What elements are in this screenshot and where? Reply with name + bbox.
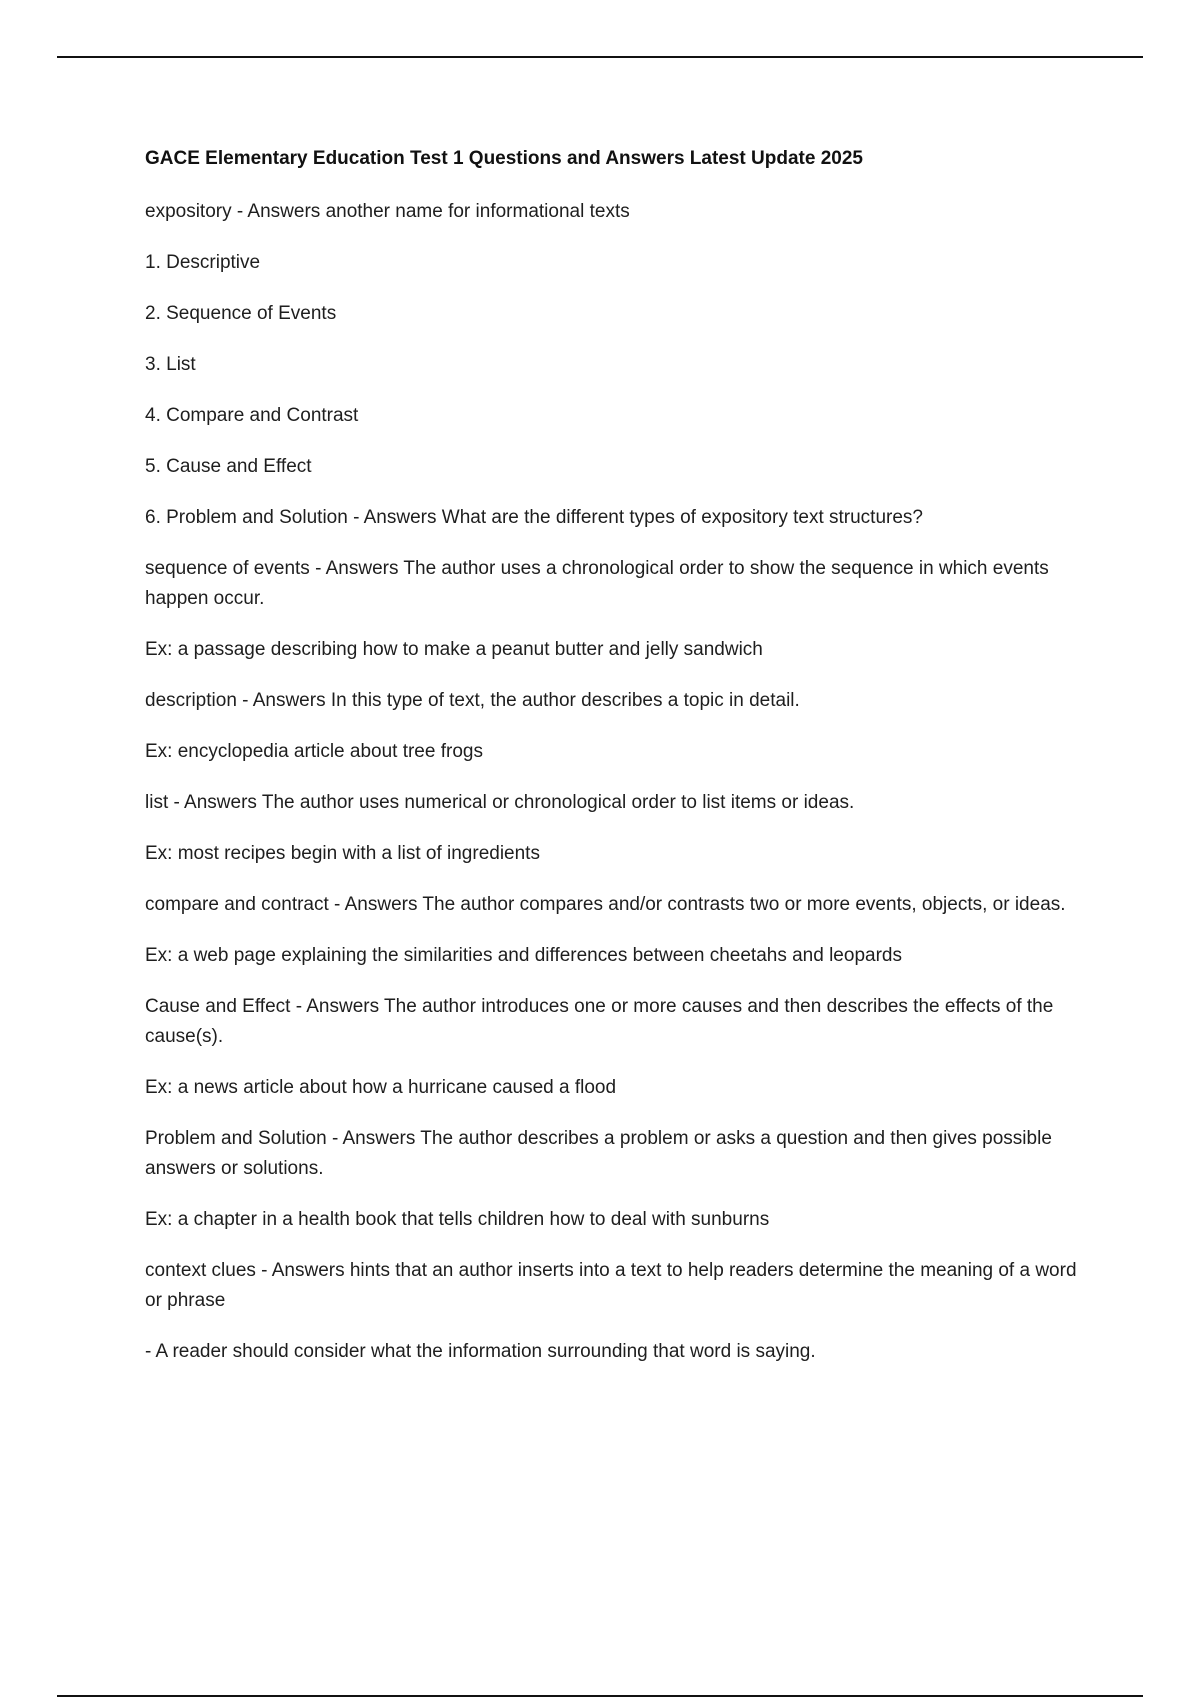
paragraph: compare and contract - Answers The author compares and/or contrasts two or more events, objects, or ideas. — [145, 894, 1066, 915]
paragraph: description - Answers In this type of text, the author describes a topic in detail. — [145, 690, 800, 711]
paragraph: Ex: a passage describing how to make a peanut butter and jelly sandwich — [145, 639, 763, 660]
paragraph: Ex: encyclopedia article about tree frogs — [145, 741, 483, 762]
paragraph: 1. Descriptive — [145, 252, 261, 273]
top-rule — [57, 56, 1143, 58]
paragraph: Ex: most recipes begin with a list of ingredients — [145, 843, 540, 864]
paragraph: 3. List — [145, 354, 196, 375]
paragraph: expository - Answers another name for informational texts — [145, 201, 630, 222]
bottom-rule — [57, 1695, 1143, 1697]
paragraph: 6. Problem and Solution - Answers What are the different types of expository text structures? — [145, 507, 923, 528]
paragraph: 5. Cause and Effect — [145, 456, 312, 477]
paragraph: - A reader should consider what the information surrounding that word is saying. — [145, 1341, 816, 1362]
paragraph: Cause and Effect - Answers The author introduces one or more causes and then describes the effects of the cause(s). — [145, 996, 1054, 1047]
paragraph: Problem and Solution - Answers The author describes a problem or asks a question and then gives possible answers or solutions. — [145, 1128, 1052, 1179]
paragraph: Ex: a chapter in a health book that tells children how to deal with sunburns — [145, 1209, 770, 1230]
paragraph: 4. Compare and Contrast — [145, 405, 359, 426]
paragraph: Ex: a news article about how a hurricane caused a flood — [145, 1077, 617, 1098]
document-body — [145, 146, 1095, 1388]
paragraph: Ex: a web page explaining the similarities and differences between cheetahs and leopards — [145, 945, 902, 966]
paragraph: context clues - Answers hints that an author inserts into a text to help readers determine the meaning of a word or phrase — [145, 1260, 1077, 1311]
paragraph: 2. Sequence of Events — [145, 303, 337, 324]
paragraph: list - Answers The author uses numerical or chronological order to list items or ideas. — [145, 792, 855, 813]
document-title: GACE Elementary Education Test 1 Questions and Answers Latest Update 2025 — [145, 148, 863, 169]
paragraph: sequence of events - Answers The author uses a chronological order to show the sequence in which events happen occur. — [145, 558, 1049, 609]
